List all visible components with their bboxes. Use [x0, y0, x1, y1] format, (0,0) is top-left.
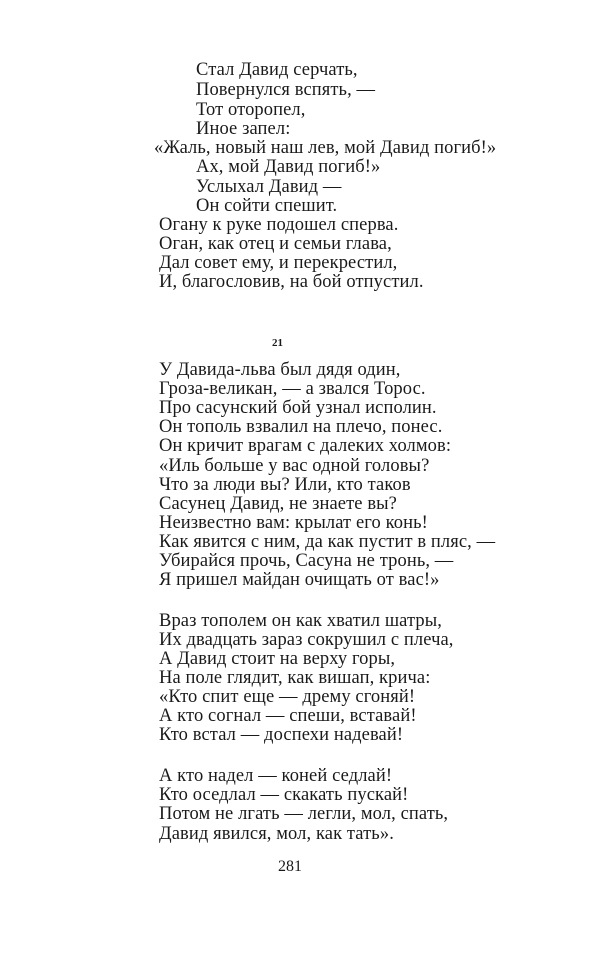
verse-line: Кто оседлал — скакать пускай!: [159, 785, 409, 805]
verse-line: А кто надел — коней седлай!: [159, 766, 393, 786]
verse-line: Неизвестно вам: крылат его конь!: [159, 513, 428, 533]
verse-line: Потом не лгать — легли, мол, спать,: [159, 804, 449, 824]
verse-line: Как явится с ним, да как пустит в пляс, —: [159, 532, 496, 552]
verse-line: «Иль больше у вас одной головы?: [159, 456, 430, 476]
verse-line: И, благословив, на бой отпустил.: [159, 272, 424, 292]
verse-line: У Давида-льва был дядя один,: [159, 360, 401, 380]
verse-line: На поле глядит, как вишап, крича:: [159, 668, 431, 688]
verse-line: Гроза-великан, — а звался Торос.: [159, 379, 426, 399]
verse-line: А Давид стоит на верху горы,: [159, 649, 396, 669]
verse-line: Он сойти спешит.: [196, 196, 338, 216]
verse-line: Сасунец Давид, не знаете вы?: [159, 494, 397, 514]
verse-line: Он тополь взвалил на плечо, понес.: [159, 417, 443, 437]
verse-line: Дал совет ему, и перекрестил,: [159, 253, 398, 273]
verse-line: Что за люди вы? Или, кто таков: [159, 475, 411, 495]
page-number: 281: [278, 858, 302, 875]
verse-line: Про сасунский бой узнал исполин.: [159, 398, 437, 418]
verse-line: Ах, мой Давид погиб!»: [196, 157, 381, 177]
verse-line: Их двадцать зараз сокрушил с плеча,: [159, 630, 454, 650]
verse-line: Иное запел:: [196, 119, 291, 139]
verse-line: Огану к руке подошел сперва.: [159, 215, 399, 235]
verse-line: А кто согнал — спеши, вставай!: [159, 706, 417, 726]
verse-line: Я пришел майдан очищать от вас!»: [159, 570, 440, 590]
verse-line: Убирайся прочь, Сасуна не тронь, —: [159, 551, 454, 571]
verse-line: «Жаль, новый наш лев, мой Давид погиб!»: [154, 138, 497, 158]
verse-line: Стал Давид серчать,: [196, 60, 358, 80]
verse-line: Тот оторопел,: [196, 100, 306, 120]
verse-line: Кто встал — доспехи надевай!: [159, 725, 404, 745]
verse-line: Оган, как отец и семьи глава,: [159, 234, 392, 254]
section-number: 21: [272, 337, 283, 349]
verse-line: Давид явился, мол, как тать».: [159, 824, 394, 844]
verse-line: «Кто спит еще — дрему сгоняй!: [159, 687, 416, 707]
verse-line: Враз тополем он как хватил шатры,: [159, 611, 443, 631]
verse-line: Повернулся вспять, —: [196, 80, 376, 100]
verse-line: Он кричит врагам с далеких холмов:: [159, 436, 452, 456]
verse-line: Услыхал Давид —: [196, 177, 342, 197]
